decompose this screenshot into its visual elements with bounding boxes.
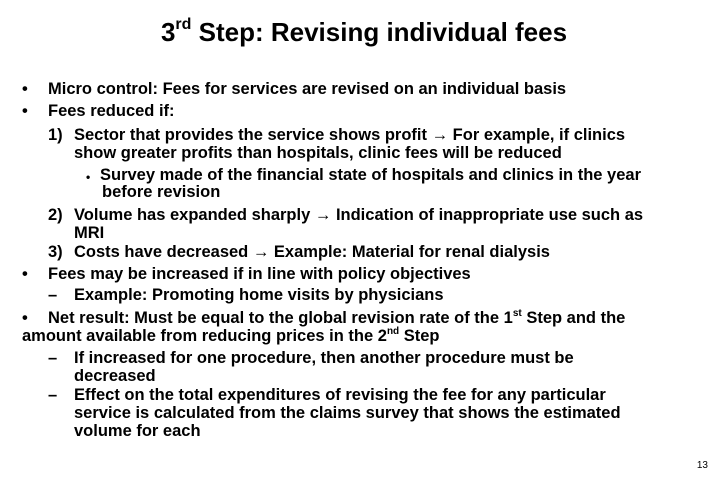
dash-marker: – [48, 349, 58, 367]
dash-text: volume for each [74, 422, 201, 440]
bullet-text: Fees may be increased if in line with policy objectives [48, 265, 471, 283]
list-item-text: Sector that provides the service shows profit → For example, if clinics [74, 126, 626, 144]
list-number: 1) [48, 126, 63, 144]
list-item-text: show greater profits than hospitals, clinic fees will be reduced [74, 144, 562, 162]
list-item-text: MRI [74, 224, 105, 242]
bullet-text: Micro control: Fees for services are revised on an individual basis [48, 80, 567, 98]
dash-text: Example: Promoting home visits by physicians [74, 286, 444, 304]
bullet-text: Fees reduced if: [48, 102, 175, 120]
list-item-text: Volume has expanded sharply → Indication of inappropriate use such as [74, 206, 644, 224]
slide-title: 3rd Step: Revising individual fees [160, 16, 568, 47]
list-number: 2) [48, 206, 63, 224]
bullet-marker: • [22, 309, 28, 327]
dash-marker: – [48, 286, 58, 304]
bullet-text: amount available from reducing prices in the 2nd Step [22, 325, 440, 345]
bullet-marker: • [22, 80, 28, 98]
list-number: 3) [48, 243, 63, 261]
list-item-text: Costs have decreased → Example: Material for renal dialysis [74, 243, 550, 261]
dash-marker: – [48, 386, 58, 404]
dash-text: Effect on the total expenditures of revising the fee for any particular [74, 386, 606, 404]
dash-text: If increased for one procedure, then another procedure must be [74, 349, 574, 367]
dash-text: decreased [74, 367, 156, 385]
sub-bullet-text: before revision [102, 183, 221, 201]
bullet-text: Net result: Must be equal to the global revision rate of the 1st Step and the [48, 307, 626, 327]
sub-bullet-text: Survey made of the financial state of hospitals and clinics in the year [100, 166, 641, 184]
bullet-marker: • [22, 265, 28, 283]
page-number: 13 [696, 460, 708, 471]
bullet-marker: • [22, 102, 28, 120]
sub-bullet-marker: • [86, 170, 91, 184]
dash-text: service is calculated from the claims survey that shows the estimated [74, 404, 621, 422]
